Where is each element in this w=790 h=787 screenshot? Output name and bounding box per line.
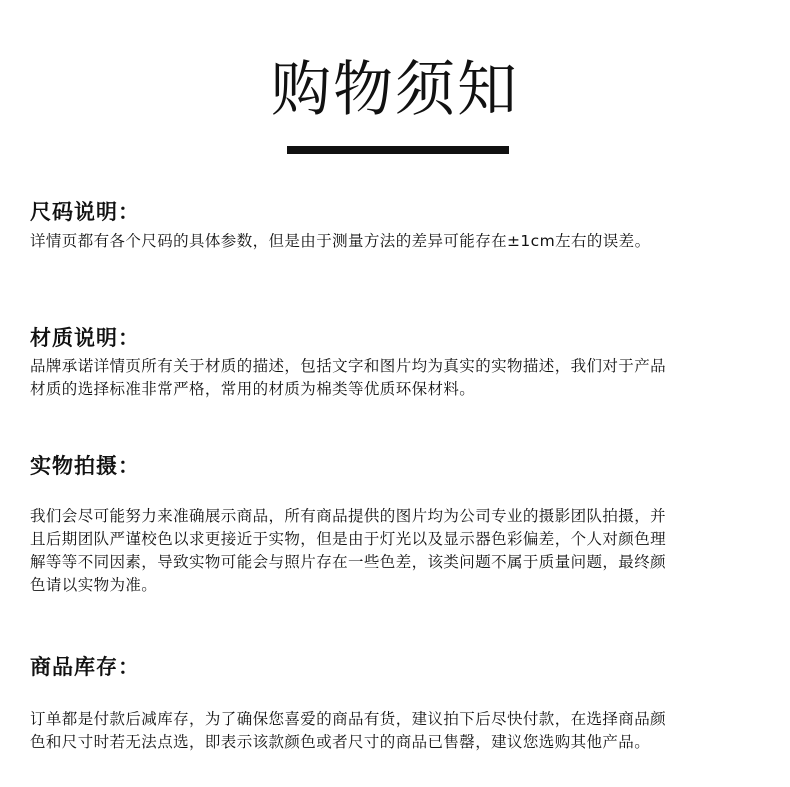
body-line: 我们会尽可能努力来准确展示商品，所有商品提供的图片均为公司专业的摄影团队拍摄，并	[30, 507, 667, 525]
body-line: 色请以实物为准。	[30, 576, 158, 594]
section-heading-stock: 商品库存：	[30, 655, 140, 679]
section-body-stock	[30, 708, 760, 754]
section-heading-photography: 实物拍摄：	[30, 454, 140, 478]
body-line: 品牌承诺详情页所有关于材质的描述，包括文字和图片均为真实的实物描述，我们对于产品	[30, 357, 667, 375]
body-line: 色和尺寸时若无法点选，即表示该款颜色或者尺寸的商品已售罄，建议您选购其他产品。	[30, 733, 651, 751]
section-body-photography	[30, 505, 760, 597]
body-line: 且后期团队严谨校色以求更接近于实物，但是由于灯光以及显示器色彩偏差，个人对颜色理	[30, 530, 667, 548]
body-line: 详情页都有各个尺码的具体参数，但是由于测量方法的差异可能存在±1cm左右的误差。	[30, 232, 651, 250]
section-body-size	[30, 230, 760, 253]
body-line: 材质的选择标准非常严格，常用的材质为棉类等优质环保材料。	[30, 380, 476, 398]
section-heading-size: 尺码说明：	[30, 200, 140, 224]
page-title: 购物须知	[271, 55, 519, 125]
body-line: 订单都是付款后减库存，为了确保您喜爱的商品有货，建议拍下后尽快付款，在选择商品颜	[30, 710, 667, 728]
body-line: 解等等不同因素，导致实物可能会与照片存在一些色差，该类问题不属于质量问题，最终颜	[30, 553, 667, 571]
title-underline	[287, 146, 509, 154]
section-body-material	[30, 355, 760, 401]
section-heading-material: 材质说明：	[30, 326, 140, 350]
